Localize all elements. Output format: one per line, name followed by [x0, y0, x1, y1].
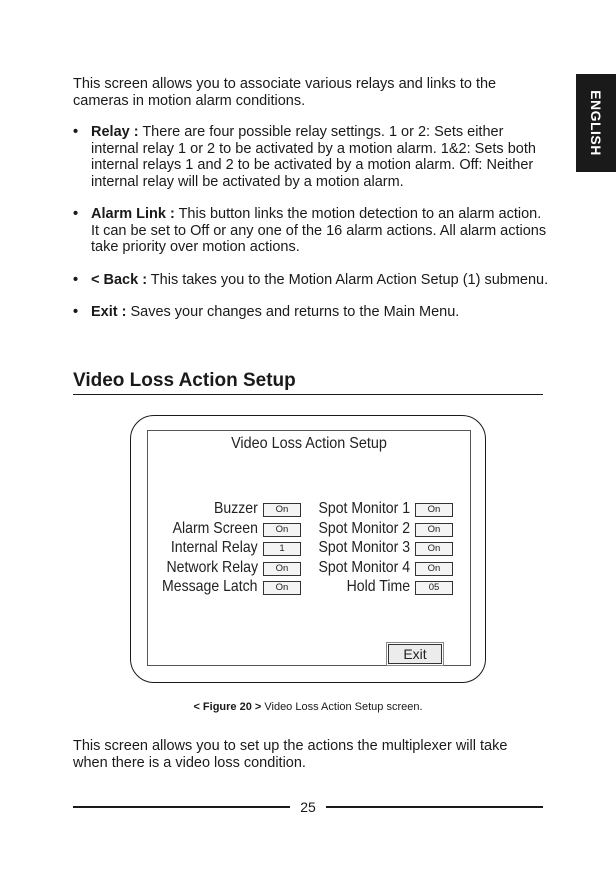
footer-rule-left [73, 806, 290, 808]
message-latch-value[interactable]: On [263, 581, 301, 595]
spot-monitor-4-value[interactable]: On [415, 562, 453, 576]
field-row-alarm-screen [148, 520, 258, 538]
bullet-term: Exit : [91, 304, 127, 320]
field-row-spot-monitor-1 [298, 500, 410, 518]
exit-button[interactable]: Exit [388, 644, 442, 664]
setup-screen [147, 430, 471, 666]
alarm-screen-value[interactable]: On [263, 523, 301, 537]
spot-monitor-1-value[interactable]: On [415, 503, 453, 517]
bullet-back [73, 272, 551, 289]
bullet-term: Alarm Link : [91, 206, 175, 222]
internal-relay-value[interactable]: 1 [263, 542, 301, 556]
field-label: Spot Monitor 2 [318, 520, 410, 537]
field-row-internal-relay [148, 539, 258, 557]
caption-text: Video Loss Action Setup screen. [261, 701, 423, 713]
network-relay-value[interactable]: On [263, 562, 301, 576]
bullet-term: Relay : [91, 124, 139, 140]
field-label: Spot Monitor 4 [318, 559, 410, 576]
field-row-network-relay [148, 559, 258, 577]
field-label: Spot Monitor 3 [318, 539, 410, 556]
bullet-alarm-link [73, 206, 551, 256]
field-label: Spot Monitor 1 [318, 500, 410, 517]
spot-monitor-2-value[interactable]: On [415, 523, 453, 537]
bullet-text: Saves your changes and returns to the Main Menu. [126, 304, 460, 320]
buzzer-value[interactable]: On [263, 503, 301, 517]
bullet-relay [73, 124, 551, 190]
outro-paragraph: This screen allows you to set up the actions the multiplexer will take when there is a video loss condition. [73, 738, 508, 771]
bullet-list [73, 124, 551, 337]
monitor-frame [130, 415, 486, 683]
field-label: Hold Time [346, 578, 410, 595]
language-tab-label: ENGLISH [588, 90, 604, 156]
field-row-spot-monitor-2 [298, 520, 410, 538]
field-label: Alarm Screen [172, 520, 258, 537]
bullet-exit [73, 304, 551, 321]
field-label: Buzzer [214, 500, 258, 517]
spot-monitor-3-value[interactable]: On [415, 542, 453, 556]
bullet-text: This button links the motion detection to an alarm action. It can be set to Off or any one of the 16 alarm actions. All alarm actions take priority over motion actions. [91, 206, 547, 255]
hold-time-value[interactable]: 05 [415, 581, 453, 595]
figure-caption [0, 701, 616, 713]
field-row-hold-time [298, 578, 410, 596]
bullet-text: This takes you to the Motion Alarm Action Setup (1) submenu. [147, 271, 549, 288]
intro-paragraph: This screen allows you to associate various relays and links to the cameras in motion alarm conditions. [73, 76, 497, 109]
figure-number: < Figure 20 > [193, 701, 262, 713]
field-label: Message Latch [162, 578, 258, 595]
field-row-buzzer [148, 500, 258, 518]
field-row-spot-monitor-3 [298, 539, 410, 557]
field-label: Internal Relay [171, 539, 258, 556]
field-row-spot-monitor-4 [298, 559, 410, 577]
section-title: Video Loss Action Setup [73, 370, 543, 395]
footer-rule-right [326, 806, 543, 808]
screen-title: Video Loss Action Setup [231, 435, 387, 452]
language-tab [576, 74, 616, 172]
bullet-term: < Back : [91, 271, 148, 288]
page-number: 25 [300, 799, 316, 815]
field-row-message-latch [148, 578, 258, 596]
field-label: Network Relay [166, 559, 258, 576]
bullet-text: There are four possible relay settings. 1 or 2: Sets either internal relay 1 or 2 to be activated by a motion alarm. 1&2: Sets both internal relays 1 and 2 to be activated by a motion alarm. Off: Neither internal relay will be activated by a motion alarm. [91, 124, 536, 190]
